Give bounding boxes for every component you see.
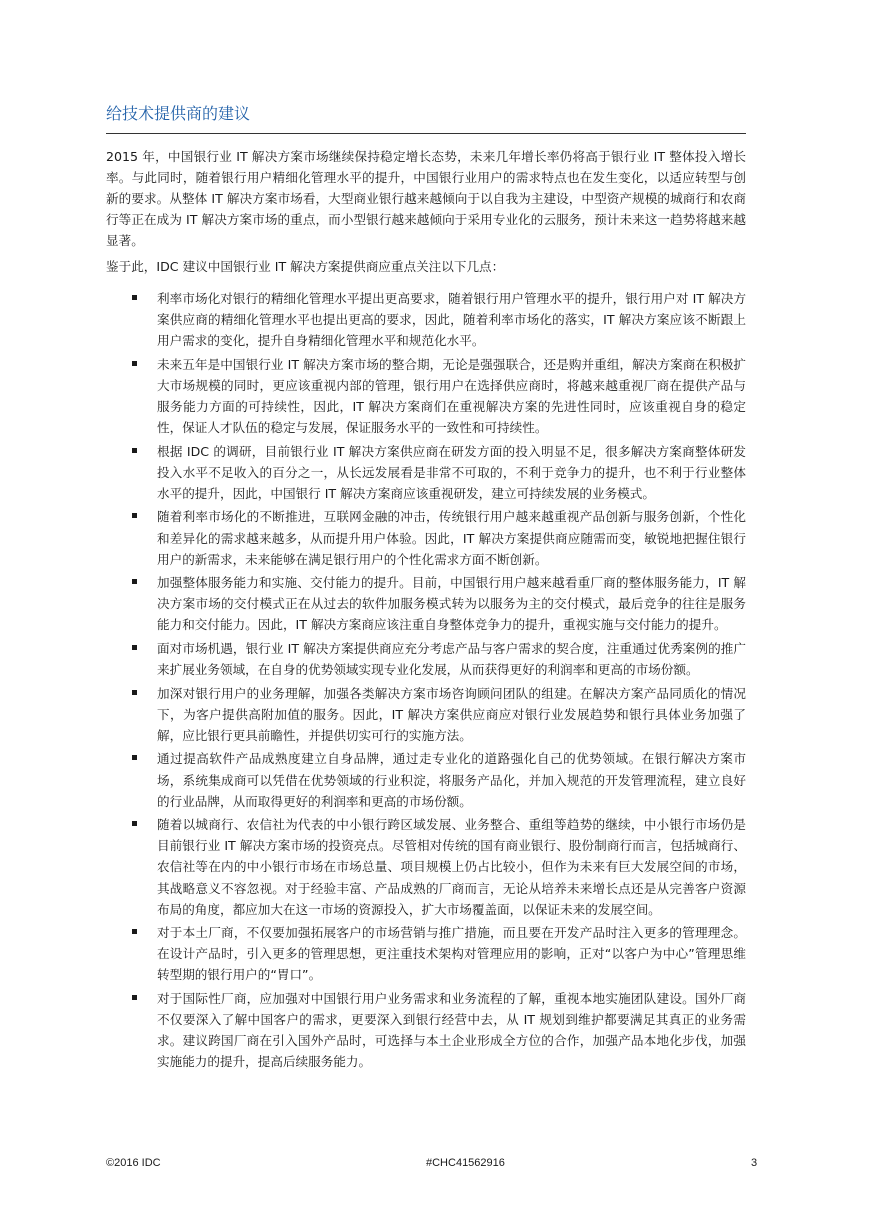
list-item-text: 加强整体服务能力和实施、交付能力的提升。目前，中国银行用户越来越看重厂商的整体服务能力，IT 解决方案市场的交付模式正在从过去的软件加服务模式转为以服务为主的交付模式，最后竞争的往往是服务能力和交付能力。因此，IT 解决方案商应该注重自身整体竞争力的提升，重视实施与交付能力的提升。: [157, 575, 746, 633]
list-item: [106, 748, 746, 811]
list-item: [106, 441, 746, 504]
list-item: [106, 572, 746, 635]
footer-copyright: ©2016 IDC: [106, 1157, 161, 1169]
list-item-text: 面对市场机遇，银行业 IT 解决方案提供商应充分考虑产品与客户需求的契合度，注重通过优秀案例的推广来扩展业务领域，在自身的优势领域实现专业化发展，从而获得更好的利润率和更高的市场份额。: [157, 641, 746, 678]
list-item: [106, 288, 746, 351]
section-title: 给技术提供商的建议: [106, 103, 746, 134]
recommendation-list: [106, 288, 746, 1075]
list-item-text: 通过提高软件产品成熟度建立自身品牌，通过走专业化的道路强化自己的优势领域。在银行解决方案市场，系统集成商可以凭借在优势领域的行业积淀，将服务产品化，并加入规范的开发管理流程，建立良好的行业品牌，从而取得更好的利润率和更高的市场份额。: [157, 751, 746, 809]
bullet-icon: [132, 361, 137, 366]
list-item: [106, 922, 746, 985]
list-item: [106, 638, 746, 680]
list-item-text: 对于本土厂商，不仅要加强拓展客户的市场营销与推广措施，而且要在开发产品时注入更多的管理理念。在设计产品时，引入更多的管理思想，更注重技术架构对管理应用的影响，正对“以客户为中心”管理思维转型期的银行用户的“胃口”。: [157, 925, 746, 983]
list-item-text: 根据 IDC 的调研，目前银行业 IT 解决方案供应商在研发方面的投入明显不足，很多解决方案商整体研发投入水平不足收入的百分之一，从长远发展看是非常不可取的，不利于竞争力的提升，也不利于行业整体水平的提升，因此，中国银行 IT 解决方案商应该重视研发，建立可持续发展的业务模式。: [157, 443, 746, 501]
bullet-icon: [132, 448, 137, 453]
footer-page-number: 3: [751, 1157, 758, 1169]
bullet-icon: [132, 929, 137, 934]
bullet-icon: [132, 579, 137, 584]
footer-doc-id: #CHC41562916: [426, 1157, 505, 1169]
list-item-text: 对于国际性厂商，应加强对中国银行用户业务需求和业务流程的了解，重视本地实施团队建设。国外厂商不仅要深入了解中国客户的需求，更要深入到银行经营中去，从 IT 规划到维护都要满足其真正的业务需求。建议跨国厂商在引入国外产品时，可选择与本土企业形成全方位的合作，加强产品本地化步伐，加强实施能力的提升，提高后续服务能力。: [157, 991, 746, 1070]
lead-paragraph: 鉴于此，IDC 建议中国银行业 IT 解决方案提供商应重点关注以下几点：: [106, 259, 505, 274]
bullet-icon: [132, 295, 137, 300]
bullet-icon: [132, 645, 137, 650]
list-item-text: 未来五年是中国银行业 IT 解决方案市场的整合期，无论是强强联合，还是购并重组，解决方案商在积极扩大市场规模的同时，更应该重视内部的管理，银行用户在选择供应商时，将越来越重视厂商在提供产品与服务能力方面的可持续性，因此，IT 解决方案商们在重视解决方案的先进性同时，应该重视自身的稳定性，保证人才队伍的稳定与发展，保证服务水平的一致性和可持续性。: [157, 356, 746, 436]
list-item: [106, 354, 746, 438]
intro-paragraph: 2015 年，中国银行业 IT 解决方案市场继续保持稳定增长态势，未来几年增长率仍将高于银行业 IT 整体投入增长率。与此同时，随着银行用户精细化管理水平的提升，中国银行业用户的需求特点也在发生变化，以适应转型与创新的要求。从整体 IT 解决方案市场看，大型商业银行越来越倾向于以自我为主建设，中型资产规模的城商行和农商行等正在成为 IT 解决方案市场的重点，而小型银行越来越倾向于采用专业化的云服务，预计未来这一趋势将越来越显著。: [106, 149, 746, 248]
bullet-icon: [132, 821, 137, 826]
list-item-text: 加深对银行用户的业务理解，加强各类解决方案市场咨询顾问团队的组建。在解决方案产品同质化的情况下，为客户提供高附加值的服务。因此，IT 解决方案供应商应对银行业发展趋势和银行具体业务加强了解，应比银行更具前瞻性，并提供切实可行的实施方法。: [157, 685, 746, 743]
list-item-text: 利率市场化对银行的精细化管理水平提出更高要求，随着银行用户管理水平的提升，银行用户对 IT 解决方案供应商的精细化管理水平也提出更高的要求，因此，随着利率市场化的落实，IT 解决方案应该不断跟上用户需求的变化，提升自身精细化管理水平和规范化水平。: [157, 291, 746, 349]
bullet-icon: [132, 755, 137, 760]
list-item-text: 随着利率市场化的不断推进，互联网金融的冲击，传统银行用户越来越重视产品创新与服务创新，个性化和差异化的需求越来越多，从而提升用户体验。因此，IT 解决方案提供商应随需而变，敏锐地把握住银行用户的新需求，未来能够在满足银行用户的个性化需求方面不断创新。: [157, 509, 746, 567]
list-item: [106, 506, 746, 569]
list-item: [106, 683, 746, 746]
list-item: [106, 814, 746, 919]
list-item: [106, 988, 746, 1072]
bullet-icon: [132, 995, 137, 1000]
bullet-icon: [132, 690, 137, 695]
bullet-icon: [132, 513, 137, 518]
list-item-text: 随着以城商行、农信社为代表的中小银行跨区域发展、业务整合、重组等趋势的继续，中小银行市场仍是目前银行业 IT 解决方案市场的投资亮点。尽管相对传统的国有商业银行、股份制商行而言，包括城商行、农信社等在内的中小银行市场在市场总量、项目规模上仍占比较小，但作为未来有巨大发展空间的市场，其战略意义不容忽视。对于经验丰富、产品成熟的厂商而言，无论从培养未来增长点还是从完善客户资源布局的角度，都应加大在这一市场的资源投入，扩大市场覆盖面，以保证未来的发展空间。: [157, 817, 746, 917]
